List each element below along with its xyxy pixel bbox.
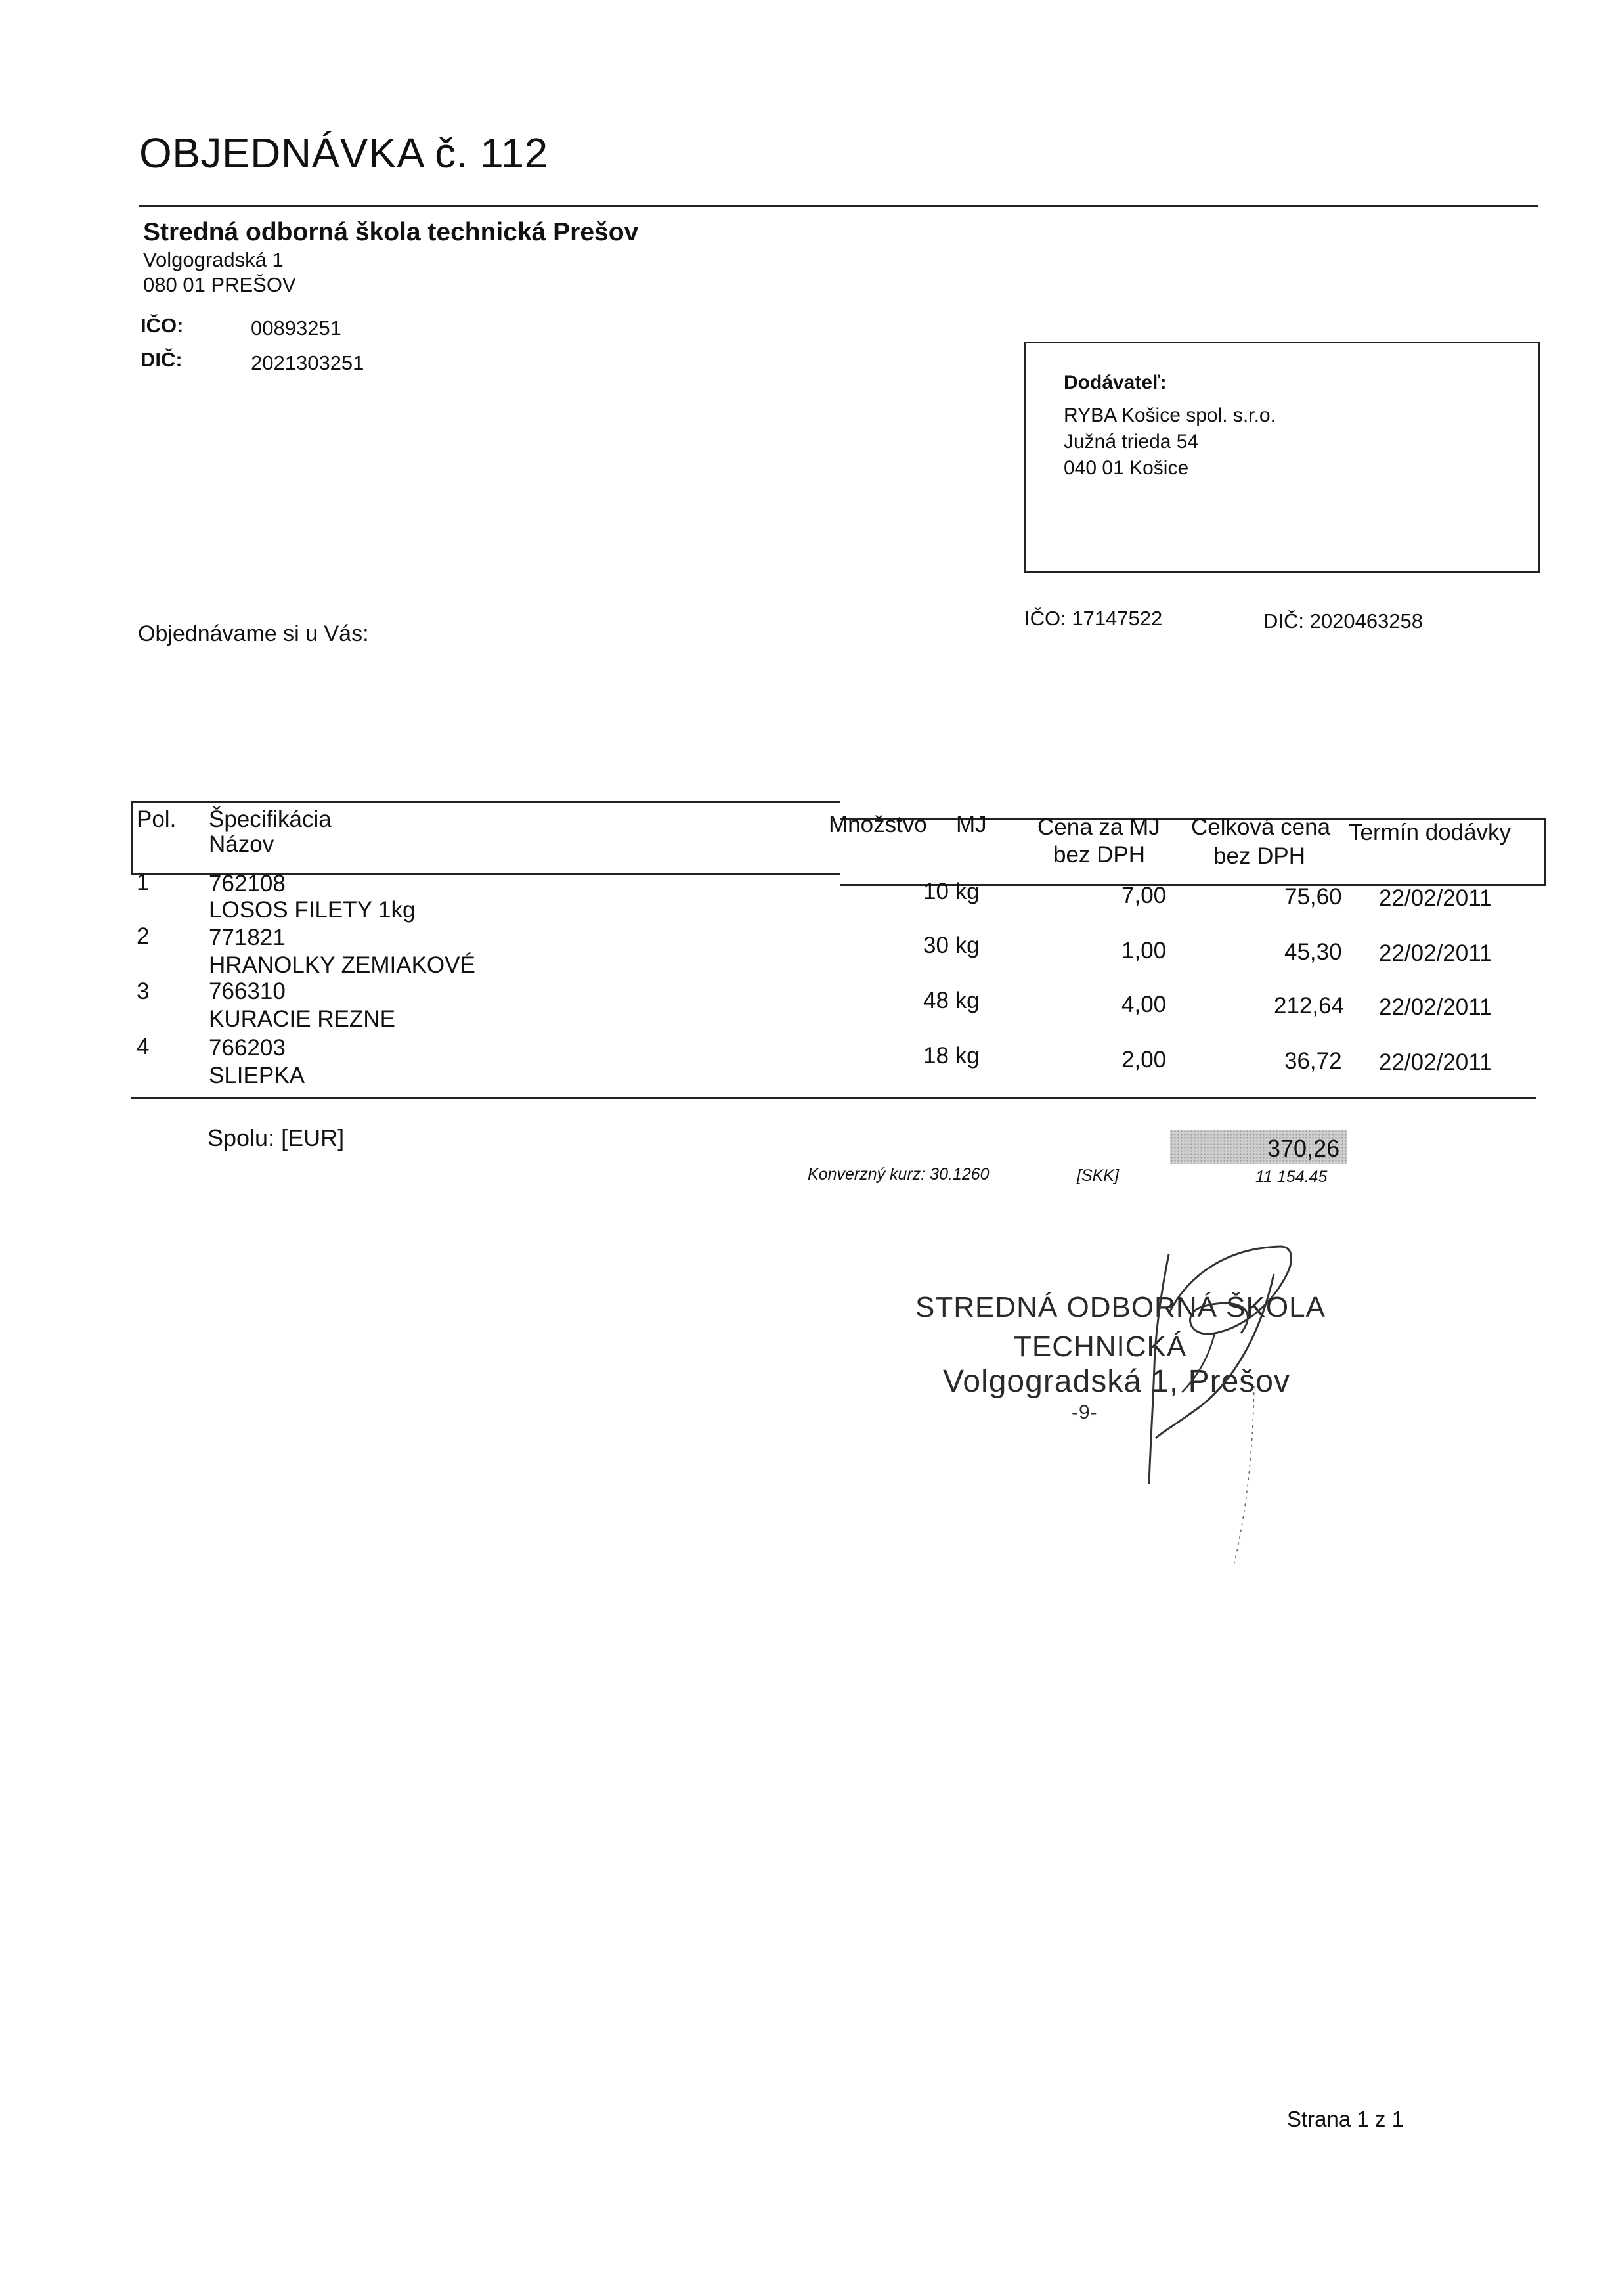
- row-date: 22/02/2011: [1379, 1049, 1492, 1075]
- buyer-ico: 00893251: [251, 317, 341, 340]
- table-border: [131, 801, 840, 803]
- buyer-name: Stredná odborná škola technická Prešov: [143, 218, 639, 246]
- row-price: 4,00: [1121, 992, 1167, 1017]
- supplier-name: RYBA Košice spol. s.r.o.: [1064, 405, 1276, 426]
- total-skk: 11 154.45: [1255, 1168, 1328, 1186]
- header-cena-mj: Cena za MJ: [1037, 814, 1160, 840]
- row-code: 762108: [209, 871, 286, 896]
- row-total: 36,72: [1284, 1048, 1342, 1074]
- supplier-ico: IČO: 17147522: [1024, 607, 1163, 630]
- header-mnozstvo: Množstvo: [829, 812, 927, 837]
- stamp-line-4: -9-: [1072, 1402, 1098, 1423]
- row-date: 22/02/2011: [1379, 885, 1492, 911]
- buyer-ico-label: IČO:: [141, 314, 184, 337]
- header-pol: Pol.: [137, 806, 177, 832]
- stamp-line-2: TECHNICKÁ: [1014, 1331, 1187, 1363]
- row-total: 45,30: [1284, 939, 1342, 965]
- header-termin: Termín dodávky: [1349, 820, 1512, 845]
- row-qty: 18 kg: [923, 1043, 980, 1069]
- header-celkova: Celková cena: [1191, 814, 1331, 840]
- stamp-line-3: Volgogradská 1, Prešov: [943, 1364, 1290, 1399]
- row-code: 771821: [209, 925, 286, 950]
- row-pol: 3: [137, 979, 150, 1004]
- row-price: 2,00: [1121, 1047, 1167, 1072]
- row-pol: 2: [137, 923, 150, 949]
- row-pol: 4: [137, 1034, 150, 1059]
- signature: [1077, 1235, 1300, 1589]
- total-eur: 370,26: [1267, 1135, 1340, 1162]
- row-pol: 1: [137, 870, 150, 895]
- buyer-city: 080 01 PREŠOV: [143, 273, 296, 296]
- supplier-dic: DIČ: 2020463258: [1263, 609, 1424, 632]
- row-date: 22/02/2011: [1379, 940, 1492, 966]
- row-name: SLIEPKA: [209, 1063, 305, 1088]
- row-qty: 30 kg: [923, 933, 980, 958]
- row-qty: 10 kg: [923, 879, 980, 904]
- conversion-rate: Konverzný kurz: 30.1260: [808, 1165, 990, 1183]
- table-bottom-rule: [131, 1097, 1536, 1099]
- row-price: 1,00: [1121, 938, 1167, 963]
- table-border: [131, 801, 133, 875]
- total-label: Spolu: [EUR]: [207, 1124, 345, 1151]
- supplier-label: Dodávateľ:: [1064, 372, 1167, 393]
- document-title: OBJEDNÁVKA č. 112: [139, 129, 548, 177]
- supplier-city: 040 01 Košice: [1064, 457, 1189, 479]
- buyer-street: Volgogradská 1: [143, 248, 284, 271]
- table-border: [1544, 818, 1546, 885]
- row-price: 7,00: [1121, 883, 1167, 908]
- header-celkova-sub: bez DPH: [1213, 843, 1306, 869]
- row-name: HRANOLKY ZEMIAKOVÉ: [209, 952, 475, 978]
- intro-text: Objednávame si u Vás:: [138, 621, 369, 646]
- row-date: 22/02/2011: [1379, 994, 1492, 1020]
- row-total: 212,64: [1274, 993, 1345, 1019]
- supplier-street: Južná trieda 54: [1064, 431, 1199, 453]
- row-name: KURACIE REZNE: [209, 1006, 395, 1032]
- header-nazov: Názov: [209, 831, 274, 857]
- skk-label: [SKK]: [1077, 1166, 1119, 1185]
- page-number: Strana 1 z 1: [1287, 2107, 1404, 2131]
- row-code: 766203: [209, 1035, 286, 1061]
- row-total: 75,60: [1284, 884, 1342, 910]
- row-qty: 48 kg: [923, 988, 980, 1013]
- header-mj: MJ: [956, 812, 987, 837]
- buyer-dic: 2021303251: [251, 351, 364, 374]
- buyer-dic-label: DIČ:: [141, 348, 183, 371]
- stamp-line-1: STREDNÁ ODBORNÁ ŠKOLA: [915, 1291, 1326, 1323]
- title-divider: [139, 205, 1538, 207]
- row-code: 766310: [209, 979, 286, 1004]
- row-name: LOSOS FILETY 1kg: [209, 897, 416, 923]
- header-cena-mj-sub: bez DPH: [1053, 842, 1146, 868]
- header-spec: Špecifikácia: [209, 806, 332, 832]
